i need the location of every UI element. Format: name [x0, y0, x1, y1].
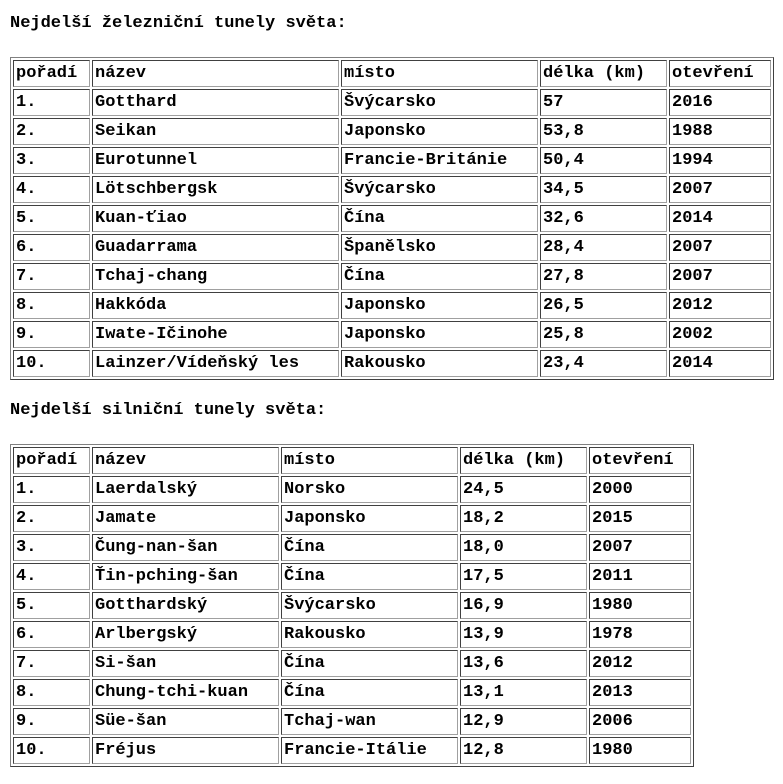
header-opened: otevření	[669, 60, 771, 87]
cell-length: 12,8	[460, 737, 587, 764]
cell-rank: 1.	[13, 89, 90, 116]
table-row	[13, 205, 771, 232]
header-place: místo	[281, 447, 458, 474]
cell-place: Japonsko	[281, 505, 458, 532]
cell-length: 16,9	[460, 592, 587, 619]
table-row	[13, 118, 771, 145]
cell-length: 13,1	[460, 679, 587, 706]
cell-name: Eurotunnel	[92, 147, 339, 174]
header-rank: pořadí	[13, 447, 90, 474]
cell-opened: 2015	[589, 505, 691, 532]
cell-name: Seikan	[92, 118, 339, 145]
cell-name: Lötschbergsk	[92, 176, 339, 203]
cell-place: Čína	[281, 650, 458, 677]
table-row	[13, 176, 771, 203]
cell-place: Japonsko	[341, 118, 538, 145]
cell-rank: 6.	[13, 234, 90, 261]
cell-rank: 7.	[13, 650, 90, 677]
cell-length: 32,6	[540, 205, 667, 232]
cell-length: 57	[540, 89, 667, 116]
cell-place: Francie-Itálie	[281, 737, 458, 764]
header-opened: otevření	[589, 447, 691, 474]
cell-length: 50,4	[540, 147, 667, 174]
cell-opened: 2014	[669, 205, 771, 232]
cell-name: Tchaj-chang	[92, 263, 339, 290]
rail-tunnels-heading: Nejdelší železniční tunely světa:	[10, 14, 347, 33]
table-row	[13, 563, 691, 590]
cell-place: Japonsko	[341, 292, 538, 319]
cell-opened: 1980	[589, 737, 691, 764]
table-row	[13, 534, 691, 561]
cell-length: 25,8	[540, 321, 667, 348]
cell-opened: 1978	[589, 621, 691, 648]
cell-place: Francie-Británie	[341, 147, 538, 174]
cell-name: Lainzer/Vídeňský les	[92, 350, 339, 377]
cell-place: Rakousko	[341, 350, 538, 377]
cell-length: 34,5	[540, 176, 667, 203]
cell-rank: 5.	[13, 205, 90, 232]
table-row	[13, 737, 691, 764]
cell-length: 12,9	[460, 708, 587, 735]
cell-rank: 8.	[13, 679, 90, 706]
cell-name: Süe-šan	[92, 708, 279, 735]
cell-name: Arlbergský	[92, 621, 279, 648]
cell-place: Švýcarsko	[281, 592, 458, 619]
cell-rank: 2.	[13, 505, 90, 532]
cell-name: Hakkóda	[92, 292, 339, 319]
cell-rank: 7.	[13, 263, 90, 290]
table-row	[13, 292, 771, 319]
cell-length: 53,8	[540, 118, 667, 145]
cell-length: 27,8	[540, 263, 667, 290]
cell-opened: 2011	[589, 563, 691, 590]
cell-opened: 2012	[669, 292, 771, 319]
cell-place: Čína	[281, 534, 458, 561]
cell-length: 28,4	[540, 234, 667, 261]
cell-name: Gotthardský	[92, 592, 279, 619]
rail-tunnels-table	[10, 57, 774, 380]
table-row	[13, 321, 771, 348]
table-row	[13, 592, 691, 619]
header-length: délka (km)	[540, 60, 667, 87]
header-name: název	[92, 60, 339, 87]
cell-name: Laerdalský	[92, 476, 279, 503]
table-row	[13, 679, 691, 706]
cell-place: Tchaj-wan	[281, 708, 458, 735]
table-row	[13, 650, 691, 677]
cell-name: Jamate	[92, 505, 279, 532]
cell-place: Japonsko	[341, 321, 538, 348]
cell-place: Čína	[341, 263, 538, 290]
road-header-row	[13, 447, 691, 474]
cell-place: Norsko	[281, 476, 458, 503]
cell-rank: 4.	[13, 176, 90, 203]
cell-rank: 9.	[13, 321, 90, 348]
road-tunnels-heading: Nejdelší silniční tunely světa:	[10, 401, 327, 420]
table-row	[13, 89, 771, 116]
road-tunnels-body	[13, 447, 691, 764]
cell-opened: 2013	[589, 679, 691, 706]
cell-length: 18,0	[460, 534, 587, 561]
table-row	[13, 234, 771, 261]
cell-name: Ťin-pching-šan	[92, 563, 279, 590]
table-row	[13, 263, 771, 290]
cell-opened: 2006	[589, 708, 691, 735]
cell-opened: 2000	[589, 476, 691, 503]
cell-name: Kuan-ťiao	[92, 205, 339, 232]
rail-tunnels-body	[13, 60, 771, 377]
cell-place: Švýcarsko	[341, 89, 538, 116]
table-row	[13, 505, 691, 532]
cell-length: 23,4	[540, 350, 667, 377]
cell-place: Švýcarsko	[341, 176, 538, 203]
cell-opened: 2007	[669, 234, 771, 261]
cell-name: Guadarrama	[92, 234, 339, 261]
cell-name: Chung-tchi-kuan	[92, 679, 279, 706]
cell-opened: 2007	[669, 263, 771, 290]
cell-place: Rakousko	[281, 621, 458, 648]
header-rank: pořadí	[13, 60, 90, 87]
cell-rank: 6.	[13, 621, 90, 648]
cell-length: 24,5	[460, 476, 587, 503]
table-row	[13, 350, 771, 377]
cell-rank: 2.	[13, 118, 90, 145]
cell-opened: 2012	[589, 650, 691, 677]
cell-rank: 8.	[13, 292, 90, 319]
cell-rank: 3.	[13, 147, 90, 174]
cell-length: 13,9	[460, 621, 587, 648]
cell-length: 17,5	[460, 563, 587, 590]
cell-opened: 2002	[669, 321, 771, 348]
cell-place: Španělsko	[341, 234, 538, 261]
header-place: místo	[341, 60, 538, 87]
cell-opened: 2016	[669, 89, 771, 116]
cell-name: Iwate-Ičinohe	[92, 321, 339, 348]
cell-place: Čína	[341, 205, 538, 232]
cell-opened: 1994	[669, 147, 771, 174]
cell-name: Si-šan	[92, 650, 279, 677]
table-row	[13, 708, 691, 735]
cell-place: Čína	[281, 563, 458, 590]
cell-name: Čung-nan-šan	[92, 534, 279, 561]
header-length: délka (km)	[460, 447, 587, 474]
table-row	[13, 476, 691, 503]
table-row	[13, 621, 691, 648]
cell-opened: 2014	[669, 350, 771, 377]
table-row	[13, 147, 771, 174]
cell-rank: 1.	[13, 476, 90, 503]
road-tunnels-table	[10, 444, 694, 767]
cell-rank: 9.	[13, 708, 90, 735]
cell-name: Gotthard	[92, 89, 339, 116]
cell-rank: 3.	[13, 534, 90, 561]
header-name: název	[92, 447, 279, 474]
cell-length: 18,2	[460, 505, 587, 532]
cell-place: Čína	[281, 679, 458, 706]
rail-header-row	[13, 60, 771, 87]
cell-rank: 5.	[13, 592, 90, 619]
cell-opened: 1988	[669, 118, 771, 145]
cell-length: 13,6	[460, 650, 587, 677]
cell-rank: 10.	[13, 737, 90, 764]
cell-rank: 4.	[13, 563, 90, 590]
cell-opened: 1980	[589, 592, 691, 619]
cell-opened: 2007	[669, 176, 771, 203]
cell-length: 26,5	[540, 292, 667, 319]
cell-opened: 2007	[589, 534, 691, 561]
cell-name: Fréjus	[92, 737, 279, 764]
cell-rank: 10.	[13, 350, 90, 377]
